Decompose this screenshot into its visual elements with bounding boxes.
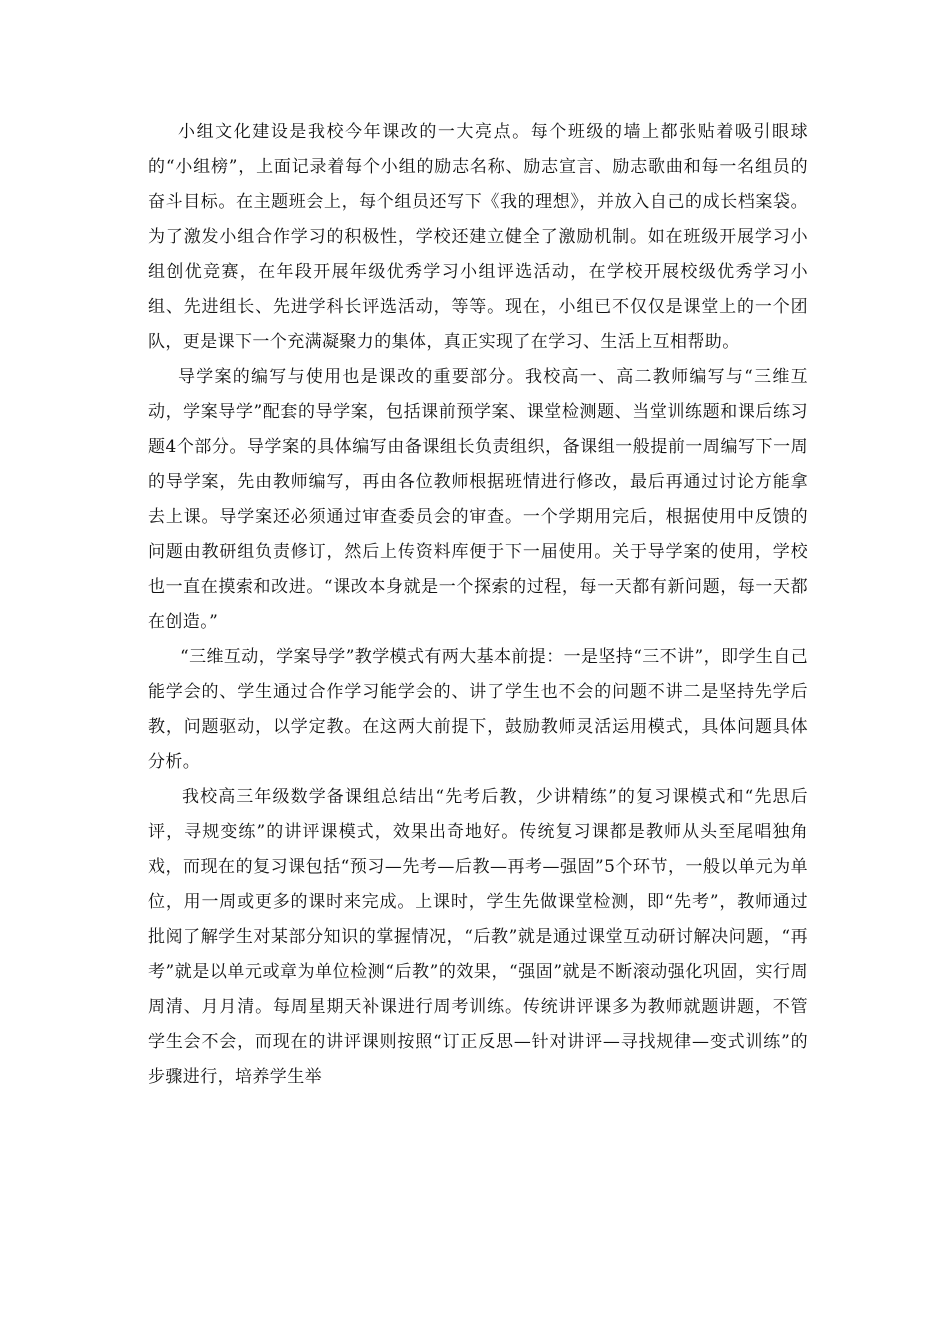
paragraph-study-guide: 导学案的编写与使用也是课改的重要部分。我校高一、高二教师编写与“三维互动，学案导学”配套的导学案，包括课前预学案、课堂检测题、当堂训练题和课后练习题4个部分。导学案的具体编写由备课组长负责组织，备课组一般提前一周编写下一周的导学案，先由教师编写，再由各位教师根据班情进行修改，最后再通过讨论方能拿去上课。导学案还必须通过审查委员会的审查。一个学期用完后，根据使用中反馈的问题由教研组负责修订，然后上传资料库便于下一届使用。关于导学案的使用，学校也一直在摸索和改进。“课改本身就是一个探索的过程，每一天都有新问题，每一天都在创造。” xyxy=(148,367,808,632)
paragraph-group-culture: 小组文化建设是我校今年课改的一大亮点。每个班级的墙上都张贴着吸引眼球的“小组榜”，上面记录着每个小组的励志名称、励志宣言、励志歌曲和每一名组员的奋斗目标。在主题班会上，每个组员还写下《我的理想》，并放入自己的成长档案袋。为了激发小组合作学习的积极性，学校还建立健全了激励机制。如在班级开展学习小组创优竞赛，在年段开展年级优秀学习小组评选活动，在学校开展校级优秀学习小组、先进组长、先进学科长评选活动，等等。现在，小组已不仅仅是课堂上的一个团队，更是课下一个充满凝聚力的集体，真正实现了在学习、生活上互相帮助。 xyxy=(148,122,808,352)
paragraph-teaching-model: “三维互动，学案导学”教学模式有两大基本前提：一是坚持“三不讲”，即学生自己能学会的、学生通过合作学习能学会的、讲了学生也不会的问题不讲二是坚持先学后教，问题驱动，以学定教。在这两大前提下，鼓励教师灵活运用模式，具体问题具体分析。 xyxy=(148,647,808,772)
body-text xyxy=(148,115,808,1095)
paragraph-math-review: 我校高三年级数学备课组总结出“先考后教，少讲精练”的复习课模式和“先思后评，寻规变练”的讲评课模式，效果出奇地好。传统复习课都是教师从头至尾唱独角戏，而现在的复习课包括“预习—先考—后教—再考—强固”5个环节，一般以单元为单位，用一周或更多的课时来完成。上课时，学生先做课堂检测，即“先考”，教师通过批阅了解学生对某部分知识的掌握情况，“后教”就是通过课堂互动研讨解决问题，“再考”就是以单元或章为单位检测“后教”的效果，“强固”就是不断滚动强化巩固，实行周周清、月月清。每周星期天补课进行周考训练。传统讲评课多为教师就题讲题，不管学生会不会，而现在的讲评课则按照“订正反思—针对讲评—寻找规律—变式训练”的步骤进行，培养学生举 xyxy=(148,787,808,1087)
